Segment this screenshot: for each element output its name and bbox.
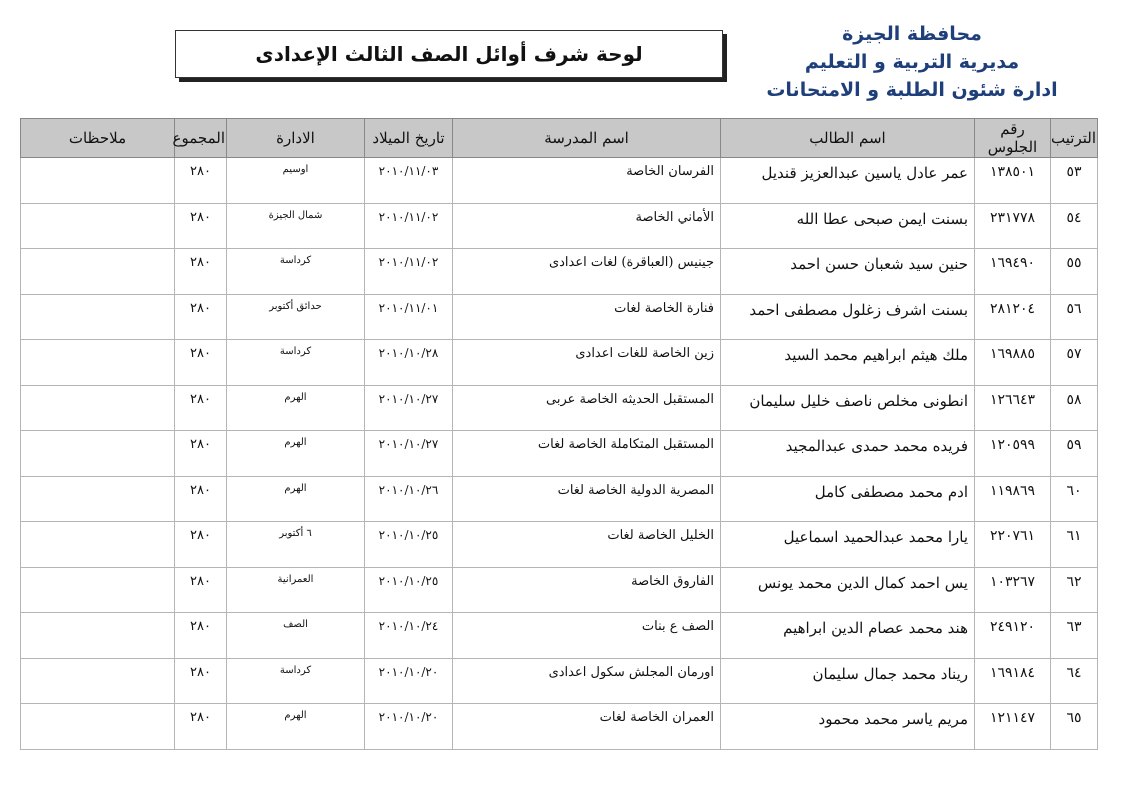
notes-cell bbox=[21, 385, 175, 431]
student-name-cell: حنين سيد شعبان حسن احمد bbox=[721, 249, 975, 295]
administration-cell: الهرم bbox=[227, 431, 365, 477]
student-name-cell: مريم ياسر محمد محمود bbox=[721, 704, 975, 750]
col-school-name-header: اسم المدرسة bbox=[453, 119, 721, 158]
notes-cell bbox=[21, 613, 175, 659]
birth-date-cell: ٢٠١٠/١٠/٢٠ bbox=[365, 658, 453, 704]
administration-cell: الهرم bbox=[227, 385, 365, 431]
notes-cell bbox=[21, 340, 175, 386]
directorate-name: مديرية التربية و التعليم bbox=[804, 51, 1020, 73]
table-row bbox=[21, 203, 1098, 249]
notes-cell bbox=[21, 294, 175, 340]
student-name-cell: بسنت اشرف زغلول مصطفى احمد bbox=[721, 294, 975, 340]
student-name-cell: ادم محمد مصطفى كامل bbox=[721, 476, 975, 522]
student-name-cell: عمر عادل ياسين عبدالعزيز قنديل bbox=[721, 158, 975, 204]
total-cell: ٢٨٠ bbox=[175, 522, 227, 568]
table-row bbox=[21, 567, 1098, 613]
total-cell: ٢٨٠ bbox=[175, 658, 227, 704]
col-administration-header: الادارة bbox=[227, 119, 365, 158]
administration-cell: كرداسة bbox=[227, 340, 365, 386]
seat-number-cell: ١٢٦٦٤٣ bbox=[975, 385, 1051, 431]
administration-cell: كرداسة bbox=[227, 249, 365, 295]
total-cell: ٢٨٠ bbox=[175, 340, 227, 386]
student-name-cell: يس احمد كمال الدين محمد يونس bbox=[721, 567, 975, 613]
table-row bbox=[21, 431, 1098, 477]
administration-cell: ٦ أكتوبر bbox=[227, 522, 365, 568]
school-name-cell: الصف ع بنات bbox=[453, 613, 721, 659]
total-cell: ٢٨٠ bbox=[175, 385, 227, 431]
notes-cell bbox=[21, 249, 175, 295]
seat-number-cell: ١٦٩٤٩٠ bbox=[975, 249, 1051, 295]
governorate-name: محافظة الجيزة bbox=[842, 23, 982, 45]
administration-cell: حدائق أكتوبر bbox=[227, 294, 365, 340]
seat-number-cell: ١٠٣٢٦٧ bbox=[975, 567, 1051, 613]
col-student-name-header: اسم الطالب bbox=[721, 119, 975, 158]
birth-date-cell: ٢٠١٠/١١/٠٢ bbox=[365, 203, 453, 249]
notes-cell bbox=[21, 704, 175, 750]
school-name-cell: المستقبل المتكاملة الخاصة لغات bbox=[453, 431, 721, 477]
seat-number-cell: ١٦٩١٨٤ bbox=[975, 658, 1051, 704]
notes-cell bbox=[21, 567, 175, 613]
student-name-cell: يارا محمد عبدالحميد اسماعيل bbox=[721, 522, 975, 568]
table-row bbox=[21, 476, 1098, 522]
col-notes-header: ملاحظات bbox=[21, 119, 175, 158]
seat-number-cell: ٢٤٩١٢٠ bbox=[975, 613, 1051, 659]
table-row bbox=[21, 294, 1098, 340]
birth-date-cell: ٢٠١٠/١١/٠٢ bbox=[365, 249, 453, 295]
rank-cell: ٦٤ bbox=[1051, 658, 1098, 704]
table-header-row bbox=[21, 119, 1098, 158]
notes-cell bbox=[21, 658, 175, 704]
honor-roll-table bbox=[20, 118, 1098, 750]
table-row bbox=[21, 158, 1098, 204]
table-row bbox=[21, 658, 1098, 704]
seat-number-cell: ٢٨١٢٠٤ bbox=[975, 294, 1051, 340]
seat-number-cell: ٢٣١٧٧٨ bbox=[975, 203, 1051, 249]
notes-cell bbox=[21, 476, 175, 522]
rank-cell: ٥٨ bbox=[1051, 385, 1098, 431]
administration-cell: كرداسة bbox=[227, 658, 365, 704]
seat-number-cell: ١١٩٨٦٩ bbox=[975, 476, 1051, 522]
birth-date-cell: ٢٠١٠/١٠/٢٤ bbox=[365, 613, 453, 659]
rank-cell: ٦١ bbox=[1051, 522, 1098, 568]
table-row bbox=[21, 340, 1098, 386]
col-birth-date-header: تاريخ الميلاد bbox=[365, 119, 453, 158]
administration-cell: الهرم bbox=[227, 704, 365, 750]
seat-number-cell: ١٣٨٥٠١ bbox=[975, 158, 1051, 204]
notes-cell bbox=[21, 431, 175, 477]
rank-cell: ٥٦ bbox=[1051, 294, 1098, 340]
table-row bbox=[21, 704, 1098, 750]
student-name-cell: بسنت ايمن صبحى عطا الله bbox=[721, 203, 975, 249]
rank-cell: ٦٥ bbox=[1051, 704, 1098, 750]
total-cell: ٢٨٠ bbox=[175, 249, 227, 295]
total-cell: ٢٨٠ bbox=[175, 203, 227, 249]
total-cell: ٢٨٠ bbox=[175, 567, 227, 613]
col-rank-header: الترتيب bbox=[1051, 119, 1098, 158]
school-name-cell: الأماني الخاصة bbox=[453, 203, 721, 249]
rank-cell: ٥٥ bbox=[1051, 249, 1098, 295]
administration-cell: الصف bbox=[227, 613, 365, 659]
table-row bbox=[21, 613, 1098, 659]
table-row bbox=[21, 522, 1098, 568]
notes-cell bbox=[21, 203, 175, 249]
school-name-cell: الفاروق الخاصة bbox=[453, 567, 721, 613]
school-name-cell: العمران الخاصة لغات bbox=[453, 704, 721, 750]
page-title: لوحة شرف أوائل الصف الثالث الإعدادى bbox=[175, 30, 723, 78]
col-total-header: المجموع bbox=[175, 119, 227, 158]
student-name-cell: ريناد محمد جمال سليمان bbox=[721, 658, 975, 704]
total-cell: ٢٨٠ bbox=[175, 158, 227, 204]
birth-date-cell: ٢٠١٠/١١/٠٣ bbox=[365, 158, 453, 204]
total-cell: ٢٨٠ bbox=[175, 613, 227, 659]
school-name-cell: فنارة الخاصة لغات bbox=[453, 294, 721, 340]
total-cell: ٢٨٠ bbox=[175, 294, 227, 340]
student-name-cell: ملك هيثم ابراهيم محمد السيد bbox=[721, 340, 975, 386]
student-name-cell: انطونى مخلص ناصف خليل سليمان bbox=[721, 385, 975, 431]
authority-header bbox=[762, 20, 1062, 104]
rank-cell: ٦٢ bbox=[1051, 567, 1098, 613]
birth-date-cell: ٢٠١٠/١٠/٢٥ bbox=[365, 522, 453, 568]
school-name-cell: المصرية الدولية الخاصة لغات bbox=[453, 476, 721, 522]
department-name: ادارة شئون الطلبة و الامتحانات bbox=[766, 79, 1058, 101]
student-name-cell: فريده محمد حمدى عبدالمجيد bbox=[721, 431, 975, 477]
rank-cell: ٦٣ bbox=[1051, 613, 1098, 659]
administration-cell: الهرم bbox=[227, 476, 365, 522]
rank-cell: ٥٤ bbox=[1051, 203, 1098, 249]
birth-date-cell: ٢٠١٠/١٠/٢٦ bbox=[365, 476, 453, 522]
seat-number-cell: ١٦٩٨٨٥ bbox=[975, 340, 1051, 386]
administration-cell: شمال الجيزة bbox=[227, 203, 365, 249]
birth-date-cell: ٢٠١٠/١٠/٢٠ bbox=[365, 704, 453, 750]
school-name-cell: زين الخاصة للغات اعدادى bbox=[453, 340, 721, 386]
table-row bbox=[21, 249, 1098, 295]
school-name-cell: المستقبل الحديثه الخاصة عربى bbox=[453, 385, 721, 431]
student-name-cell: هند محمد عصام الدين ابراهيم bbox=[721, 613, 975, 659]
seat-number-cell: ٢٢٠٧٦١ bbox=[975, 522, 1051, 568]
school-name-cell: الفرسان الخاصة bbox=[453, 158, 721, 204]
total-cell: ٢٨٠ bbox=[175, 476, 227, 522]
birth-date-cell: ٢٠١٠/١٠/٢٨ bbox=[365, 340, 453, 386]
birth-date-cell: ٢٠١٠/١٠/٢٥ bbox=[365, 567, 453, 613]
table-row bbox=[21, 385, 1098, 431]
rank-cell: ٦٠ bbox=[1051, 476, 1098, 522]
school-name-cell: اورمان المجلش سكول اعدادى bbox=[453, 658, 721, 704]
notes-cell bbox=[21, 522, 175, 568]
seat-number-cell: ١٢١١٤٧ bbox=[975, 704, 1051, 750]
total-cell: ٢٨٠ bbox=[175, 704, 227, 750]
administration-cell: العمرانية bbox=[227, 567, 365, 613]
birth-date-cell: ٢٠١٠/١٠/٢٧ bbox=[365, 431, 453, 477]
col-seat-number-header: رقم الجلوس bbox=[975, 119, 1051, 158]
school-name-cell: الخليل الخاصة لغات bbox=[453, 522, 721, 568]
seat-number-cell: ١٢٠٥٩٩ bbox=[975, 431, 1051, 477]
rank-cell: ٥٣ bbox=[1051, 158, 1098, 204]
rank-cell: ٥٩ bbox=[1051, 431, 1098, 477]
birth-date-cell: ٢٠١٠/١٠/٢٧ bbox=[365, 385, 453, 431]
total-cell: ٢٨٠ bbox=[175, 431, 227, 477]
notes-cell bbox=[21, 158, 175, 204]
rank-cell: ٥٧ bbox=[1051, 340, 1098, 386]
administration-cell: اوسيم bbox=[227, 158, 365, 204]
birth-date-cell: ٢٠١٠/١١/٠١ bbox=[365, 294, 453, 340]
school-name-cell: جينيس (العباقرة) لغات اعدادى bbox=[453, 249, 721, 295]
